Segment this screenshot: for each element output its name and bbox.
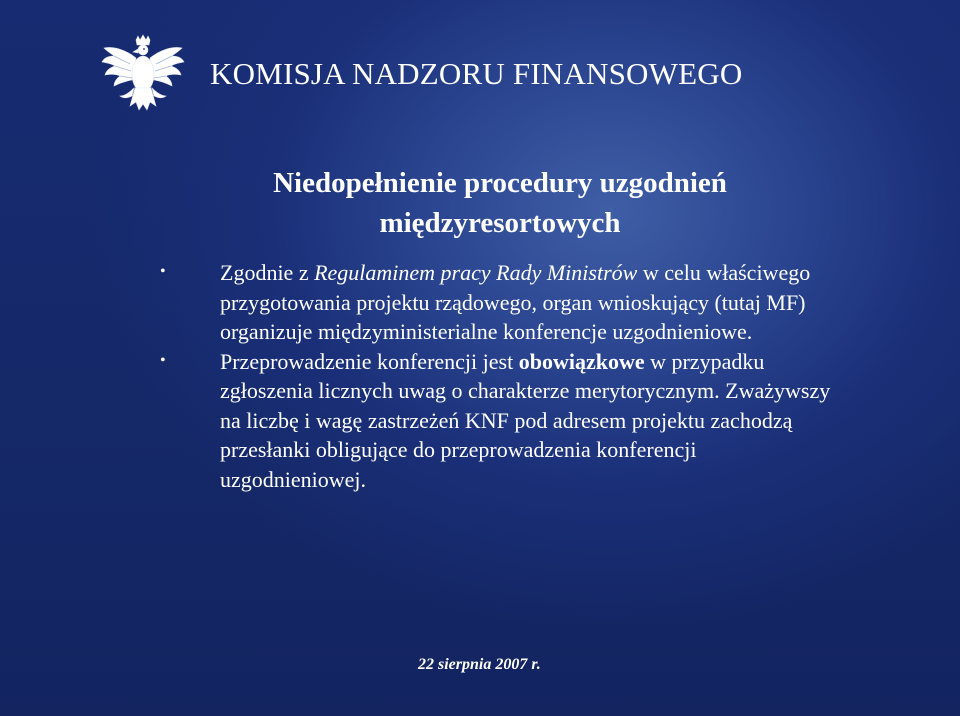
bullet-item-2: [160, 347, 840, 495]
organization-name: KOMISJA NADZORU FINANSOWEGO: [210, 56, 743, 91]
bullet-2-text-end: w przypadku zgłoszenia licznych uwag o charakterze merytorycznym. Zważywszy na liczbę i wagę zastrzeżeń KNF pod adresem projektu zachodzą przesłanki obligujące do przeprowadzenia konferencji uzgodnieniowej.: [220, 348, 831, 492]
white-eagle-emblem-icon: [100, 34, 186, 126]
footer-date: 22 sierpnia 2007 r.: [418, 656, 541, 673]
bullet-2-text-start: Przeprowadzenie konferencji jest: [220, 348, 519, 374]
bullet-list: [160, 258, 840, 494]
bullet-1-text-start: Zgodnie z: [220, 260, 315, 285]
slide-title-line-2: międzyresortowych: [379, 207, 621, 239]
bullet-1-text-end: w celu właściwego przygotowania projektu rządowego, organ wnioskujący (tutaj MF) organizuje międzyministerialne konferencje uzgodnieniowe.: [220, 260, 811, 344]
slide-title-line-1: Niedopełnienie procedury uzgodnień: [273, 167, 727, 199]
bullet-dot-2: •: [160, 351, 166, 369]
bullet-dot-1: •: [160, 263, 166, 280]
bullet-1-italic-reference: Regulaminem pracy Rady Ministrów: [314, 260, 638, 285]
bullet-item-1: [160, 258, 840, 347]
bullet-2-bold-emphasis: obowiązkowe: [518, 348, 645, 374]
slide-title: [200, 163, 800, 243]
